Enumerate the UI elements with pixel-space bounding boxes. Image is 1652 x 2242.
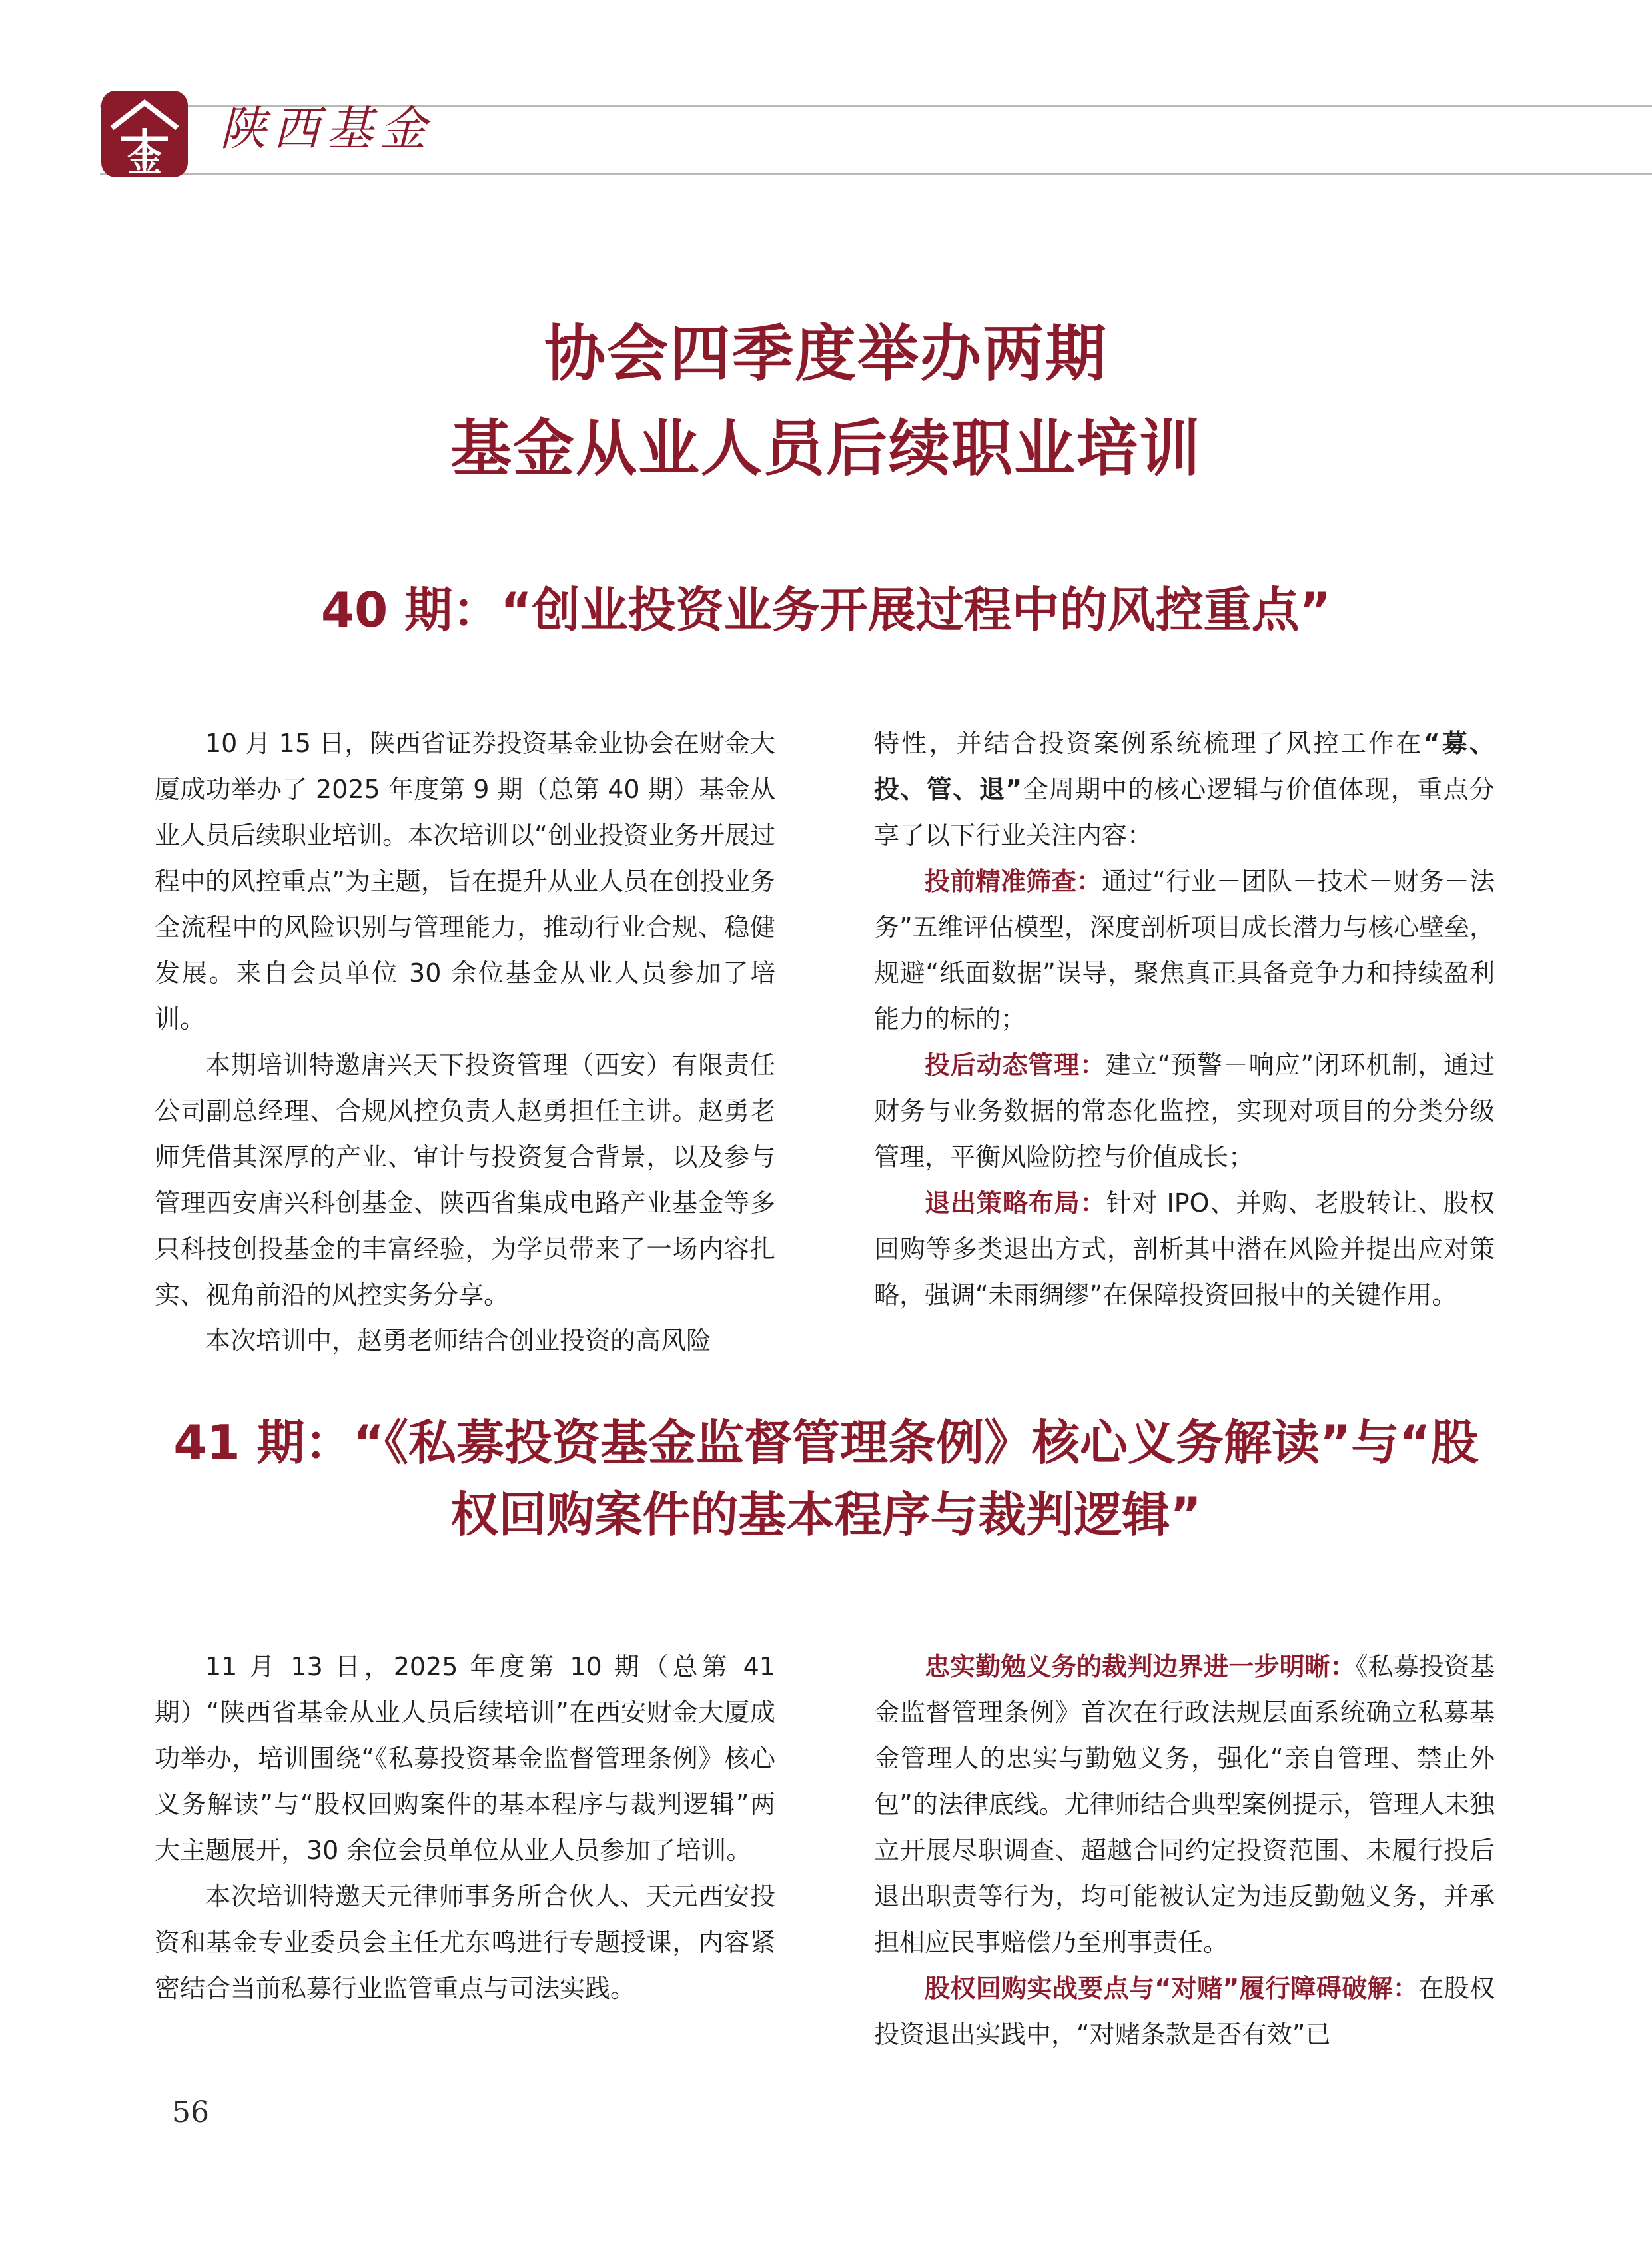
paragraph — [874, 721, 1495, 859]
page-header — [0, 0, 1652, 187]
section-40-left-column — [155, 721, 775, 1364]
main-title-line-1: 协会四季度举办两期 — [544, 318, 1108, 390]
section-41-heading-line-2: 权回购案件的基本程序与裁判逻辑” — [450, 1487, 1202, 1543]
paragraph — [874, 1644, 1495, 1966]
paragraph: 本期培训特邀唐兴天下投资管理（西安）有限责任公司副总经理、合规风控负责人赵勇担任主讲。赵勇老师凭借其深厚的产业、审计与投资复合背景，以及参与管理西安唐兴科创基金、陕西省集成电路产业基金等多只科技创投基金的丰富经验，为学员带来了一场内容扎实、视角前沿的风控实务分享。 — [155, 1050, 775, 1309]
page-number: 56 — [172, 2095, 209, 2129]
paragraph: 本次培训中，赵勇老师结合创业投资的高风险 — [205, 1326, 712, 1355]
main-title — [0, 306, 1652, 496]
highlight-label: 股权回购实战要点与“对赌”履行障碍破解： — [925, 1974, 1419, 2003]
paragraph: 11 月 13 日，2025 年度第 10 期（总第 41 期）“陕西省基金从业人员后续培训”在西安财金大厦成功举办，培训围绕“《私募投资基金监督管理条例》核心义务解读”与“股权回购案件的基本程序与裁判逻辑”两大主题展开，30 余位会员单位从业人员参加了培训。 — [155, 1652, 775, 1865]
section-41-heading — [80, 1407, 1572, 1551]
text-run: 针对 IPO、并购、老股转让、股权回购等多类退出方式，剖析其中潜在风险并提出应对策略，强调“未雨绸缪”在保障投资回报中的关键作用。 — [874, 1188, 1495, 1309]
logo-char: 金 — [127, 139, 163, 179]
highlight-label: 投前精准筛查： — [925, 867, 1102, 896]
paragraph — [874, 859, 1495, 1042]
section-41-heading-line-1: 41 期：“《私募投资基金监督管理条例》核心义务解读”与“股 — [173, 1415, 1479, 1471]
text-run: 特性，并结合投资案例系统梳理了风控工作在 — [874, 729, 1424, 758]
text-run: 全周期中的核心逻辑与价值体现，重点分享了以下行业关注内容： — [874, 775, 1495, 850]
highlight-label: 投后动态管理： — [925, 1050, 1106, 1080]
section-40-heading: 40 期：“创业投资业务开展过程中的风控重点” — [321, 582, 1331, 638]
text-run: 在股权投资退出实践中，“对赌条款是否有效”已 — [874, 1974, 1495, 2049]
section-41-left-column — [155, 1644, 775, 2012]
section-40-right-column — [874, 721, 1495, 1318]
section-41-right-column — [874, 1644, 1495, 2057]
text-run: 《私募投资基金监督管理条例》首次在行政法规层面系统确立私募基金管理人的忠实与勤勉义务，强化“亲自管理、禁止外包”的法律底线。尤律师结合典型案例提示，管理人未独立开展尽职调查、超越合同约定投资范围、未履行投后退出职责等行为，均可能被认定为违反勤勉义务，并承担相应民事赔偿乃至刑事责任。 — [874, 1652, 1495, 1957]
paragraph — [874, 1180, 1495, 1318]
text-run: 通过“行业－团队－技术－财务－法务”五维评估模型，深度剖析项目成长潜力与核心壁垒，规避“纸面数据”误导，聚焦真正具备竞争力和持续盈利能力的标的； — [874, 867, 1495, 1034]
paragraph — [874, 1966, 1495, 2057]
main-title-line-2: 基金从业人员后续职业培训 — [450, 412, 1202, 484]
magazine-name: 陕西基金 — [220, 101, 433, 156]
emphasis-text: “募、投、管、退” — [874, 729, 1495, 804]
paragraph — [874, 1042, 1495, 1180]
text-run: 建立“预警－响应”闭环机制，通过财务与业务数据的常态化监控，实现对项目的分类分级管理，平衡风险防控与价值成长； — [874, 1050, 1495, 1172]
association-logo — [99, 88, 191, 180]
paragraph: 本次培训特邀天元律师事务所合伙人、天元西安投资和基金专业委员会主任尤东鸣进行专题授课，内容紧密结合当前私募行业监管重点与司法实践。 — [155, 1882, 775, 2003]
highlight-label: 忠实勤勉义务的裁判边界进一步明晰： — [925, 1652, 1356, 1681]
paragraph: 10 月 15 日，陕西省证券投资基金业协会在财金大厦成功举办了 2025 年度第 9 期（总第 40 期）基金从业人员后续职业培训。本次培训以“创业投资业务开展过程中的风控重点”为主题，旨在提升从业人员在创投业务全流程中的风险识别与管理能力，推动行业合规、稳健发展。来自会员单位 30 余位基金从业人员参加了培训。 — [155, 729, 775, 1034]
header-rule-bottom — [100, 173, 1652, 175]
highlight-label: 退出策略布局： — [925, 1188, 1106, 1218]
